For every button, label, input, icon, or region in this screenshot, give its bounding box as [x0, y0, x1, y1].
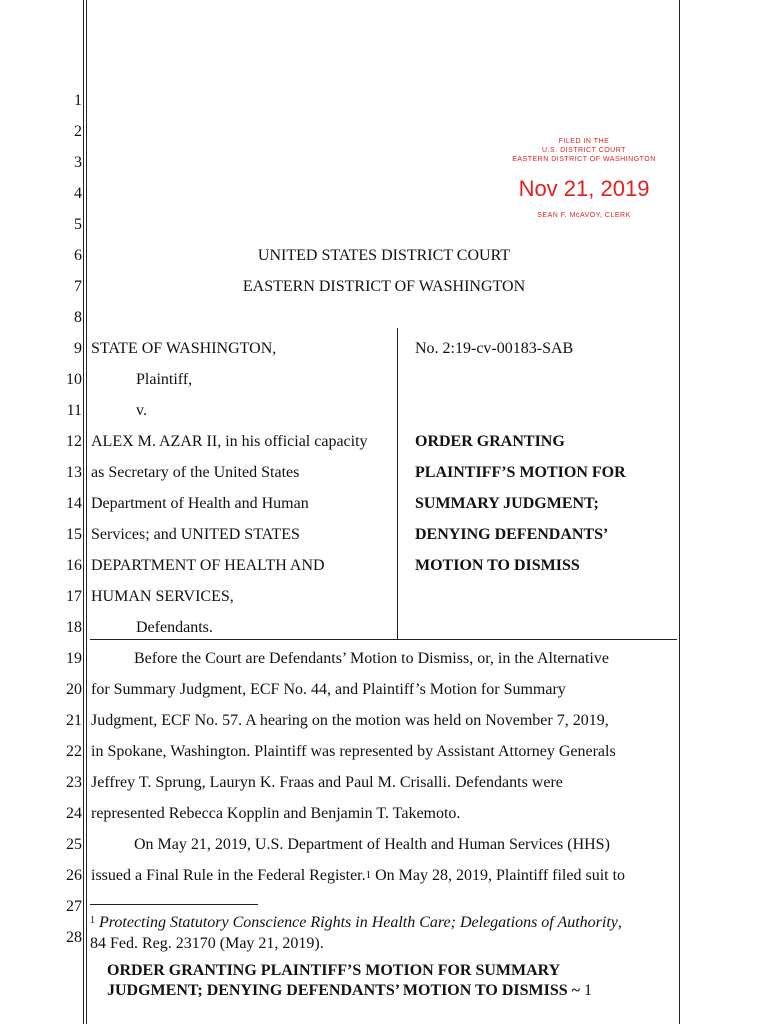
- stamp-clerk: SEAN F. McAVOY, CLERK: [537, 212, 631, 219]
- court-name: UNITED STATES DISTRICT COURT: [257, 247, 511, 264]
- line-number: 21: [66, 712, 82, 729]
- line-number: 1: [74, 92, 82, 109]
- page-number: 1: [583, 982, 592, 999]
- body-line: in Spokane, Washington. Plaintiff was represented by Assistant Attorney Generals: [91, 743, 616, 760]
- line-number: 6: [74, 247, 82, 264]
- left-margin-line-outer: [83, 0, 84, 1024]
- footnote-reference[interactable]: 1: [365, 869, 372, 881]
- versus: v.: [136, 402, 147, 419]
- body-line: Judgment, ECF No. 57. A hearing on the motion was held on November 7, 2019,: [91, 712, 609, 729]
- line-number: 8: [74, 309, 82, 326]
- line-number: 10: [66, 371, 82, 388]
- line-number: 17: [66, 588, 82, 605]
- body-line: Before the Court are Defendants’ Motion to Dismiss, or, in the Alternative: [134, 650, 609, 667]
- line-number: 12: [66, 433, 82, 450]
- line-number: 16: [66, 557, 82, 574]
- footer-second-line: [107, 982, 592, 1000]
- order-title-line: SUMMARY JUDGMENT;: [415, 495, 599, 512]
- left-margin-line-inner: [86, 0, 87, 1024]
- defendant-line: ALEX M. AZAR II, in his official capacity: [91, 433, 368, 450]
- order-title-line: ORDER GRANTING: [415, 433, 565, 450]
- body-line: represented Rebecca Kopplin and Benjamin T. Takemoto.: [91, 805, 461, 822]
- stamp-filed-line: FILED IN THE: [558, 138, 610, 145]
- order-title-line: DENYING DEFENDANTS’: [415, 526, 609, 543]
- footer-title-line-2: JUDGMENT; DENYING DEFENDANTS’ MOTION TO DISMISS ~: [107, 982, 584, 999]
- line-number: 3: [74, 154, 82, 171]
- body-line: for Summary Judgment, ECF No. 44, and Plaintiff’s Motion for Summary: [91, 681, 566, 698]
- line-number: 20: [66, 681, 82, 698]
- footer-title-line: ORDER GRANTING PLAINTIFF’S MOTION FOR SUMMARY: [107, 962, 561, 979]
- defendant-role: Defendants.: [136, 619, 213, 636]
- defendant-line: Department of Health and Human: [91, 495, 309, 512]
- line-number: 14: [66, 495, 82, 512]
- caption-divider-horizontal: [90, 639, 677, 640]
- stamp-court-line: U.S. DISTRICT COURT: [542, 147, 626, 154]
- line-number: 26: [66, 867, 82, 884]
- footnote: [90, 914, 622, 932]
- line-number: 15: [66, 526, 82, 543]
- line-number: 25: [66, 836, 82, 853]
- line-number: 22: [66, 743, 82, 760]
- footnote-marker: 1: [90, 915, 95, 926]
- line-number: 18: [66, 619, 82, 636]
- line-number: 24: [66, 805, 82, 822]
- line-number: 27: [66, 898, 82, 915]
- body-line-text: issued a Final Rule in the Federal Register.: [91, 867, 366, 884]
- body-line: Jeffrey T. Sprung, Lauryn K. Fraas and Paul M. Crisalli. Defendants were: [91, 774, 563, 791]
- line-number: 28: [66, 929, 82, 946]
- stamp-district-line: EASTERN DISTRICT OF WASHINGTON: [512, 156, 656, 163]
- court-district: EASTERN DISTRICT OF WASHINGTON: [242, 278, 526, 295]
- defendant-line: as Secretary of the United States: [91, 464, 300, 481]
- line-number: 4: [74, 185, 82, 202]
- defendant-line: HUMAN SERVICES,: [91, 588, 234, 605]
- footnote-rule: [90, 904, 258, 905]
- stamp-date: Nov 21, 2019: [518, 176, 650, 201]
- line-number: 23: [66, 774, 82, 791]
- body-line: [91, 867, 625, 885]
- plaintiff-role: Plaintiff,: [136, 371, 193, 388]
- line-number: 7: [74, 278, 82, 295]
- line-number: 2: [74, 123, 82, 140]
- body-line: On May 21, 2019, U.S. Department of Health and Human Services (HHS): [134, 836, 610, 853]
- line-number: 13: [66, 464, 82, 481]
- order-title-line: PLAINTIFF’S MOTION FOR: [415, 464, 626, 481]
- body-line-text: On May 28, 2019, Plaintiff filed suit to: [371, 867, 626, 884]
- footnote-citation: 84 Fed. Reg. 23170 (May 21, 2019).: [90, 935, 324, 952]
- line-number: 5: [74, 216, 82, 233]
- line-number: 19: [66, 650, 82, 667]
- line-number: 9: [74, 340, 82, 357]
- order-title-line: MOTION TO DISMISS: [415, 557, 580, 574]
- caption-divider-vertical: [397, 328, 398, 639]
- defendant-line: Services; and UNITED STATES: [91, 526, 300, 543]
- plaintiff-name: STATE OF WASHINGTON,: [91, 340, 277, 357]
- footnote-title: Protecting Statutory Conscience Rights in Health Care; Delegations of Authority: [99, 914, 618, 931]
- line-number: 11: [66, 402, 82, 419]
- defendant-line: DEPARTMENT OF HEALTH AND: [91, 557, 325, 574]
- case-number: No. 2:19-cv-00183-SAB: [415, 340, 574, 357]
- footnote-comma: ,: [617, 914, 622, 931]
